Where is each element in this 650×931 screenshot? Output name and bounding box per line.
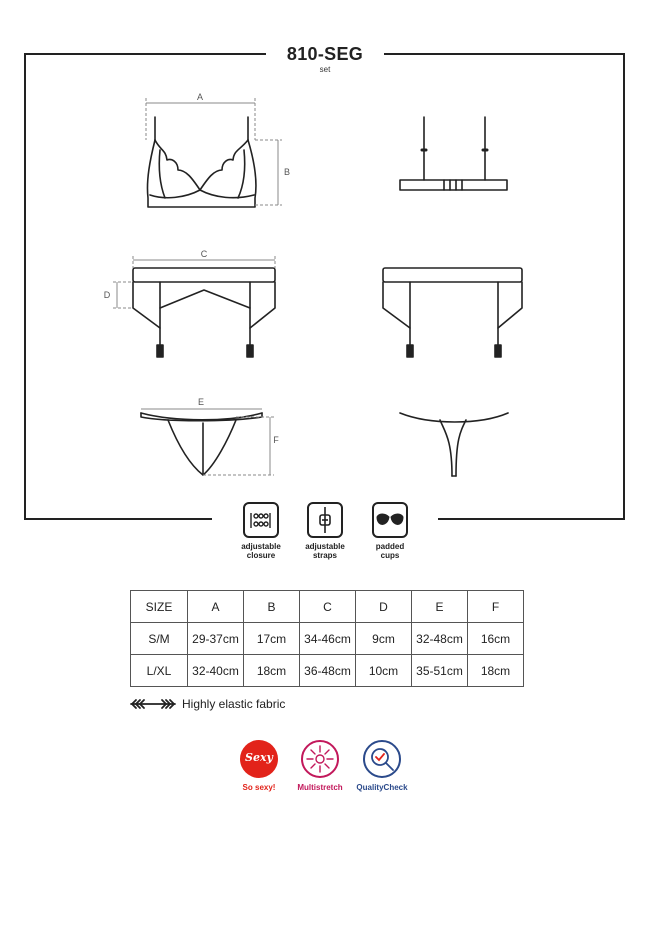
bra-front-drawing — [147, 117, 256, 207]
fabric-note-text: Highly elastic fabric — [182, 697, 286, 711]
badge-label: So sexy! — [242, 783, 276, 792]
table-header-cell: A — [188, 591, 244, 623]
dim-label-e: E — [197, 397, 205, 407]
table-cell: 10cm — [356, 655, 412, 687]
dim-label-a: A — [196, 92, 204, 102]
badge-label: QualityCheck — [356, 783, 408, 792]
adjustable-straps-icon — [307, 502, 343, 538]
adjustable-closure-icon — [243, 502, 279, 538]
table-cell: 18cm — [244, 655, 300, 687]
table-row — [131, 655, 524, 687]
quality-check-icon — [363, 740, 401, 778]
table-cell: 9cm — [356, 623, 412, 655]
table-header-cell: D — [356, 591, 412, 623]
table-header-row — [131, 591, 524, 623]
dim-label-d: D — [103, 290, 111, 300]
table-header-cell: C — [300, 591, 356, 623]
thong-back-drawing — [400, 413, 508, 476]
size-table — [130, 590, 524, 687]
feature-label: adjustable closure — [241, 542, 281, 560]
bra-back-drawing — [400, 117, 507, 190]
feature-adjustable-straps — [295, 502, 355, 560]
fabric-note — [130, 697, 285, 711]
table-cell: 36-48cm — [300, 655, 356, 687]
table-header-cell: SIZE — [131, 591, 188, 623]
product-type: set — [319, 65, 331, 74]
feature-label: adjustable straps — [305, 542, 345, 560]
thong-front-drawing — [141, 413, 262, 475]
table-cell: L/XL — [131, 655, 188, 687]
garter-back-drawing — [383, 268, 522, 357]
table-cell: 32-40cm — [188, 655, 244, 687]
table-header-cell: B — [244, 591, 300, 623]
table-cell: S/M — [131, 623, 188, 655]
table-row — [131, 623, 524, 655]
title-block — [266, 40, 384, 80]
table-cell: 35-51cm — [412, 655, 468, 687]
badge-label: Multistretch — [297, 783, 343, 792]
table-cell: 29-37cm — [188, 623, 244, 655]
dim-label-c: C — [200, 249, 208, 259]
product-code: 810-SEG — [286, 44, 364, 64]
dim-label-b: B — [283, 167, 291, 177]
sexy-icon: Sexy — [240, 740, 278, 778]
table-cell: 17cm — [244, 623, 300, 655]
table-cell: 18cm — [468, 655, 524, 687]
garter-front-drawing — [133, 268, 275, 357]
table-cell: 16cm — [468, 623, 524, 655]
table-cell: 34-46cm — [300, 623, 356, 655]
table-header-cell: F — [468, 591, 524, 623]
badge-quality-check — [345, 740, 419, 792]
feature-icons — [212, 500, 438, 574]
dim-label-f: F — [273, 435, 279, 445]
stretch-arrows-icon — [130, 698, 176, 710]
feature-adjustable-closure — [231, 502, 291, 560]
multistretch-icon — [301, 740, 339, 778]
table-cell: 32-48cm — [412, 623, 468, 655]
padded-cups-icon — [372, 502, 408, 538]
feature-padded-cups — [360, 502, 420, 560]
feature-label: padded cups — [375, 542, 405, 560]
table-header-cell: E — [412, 591, 468, 623]
